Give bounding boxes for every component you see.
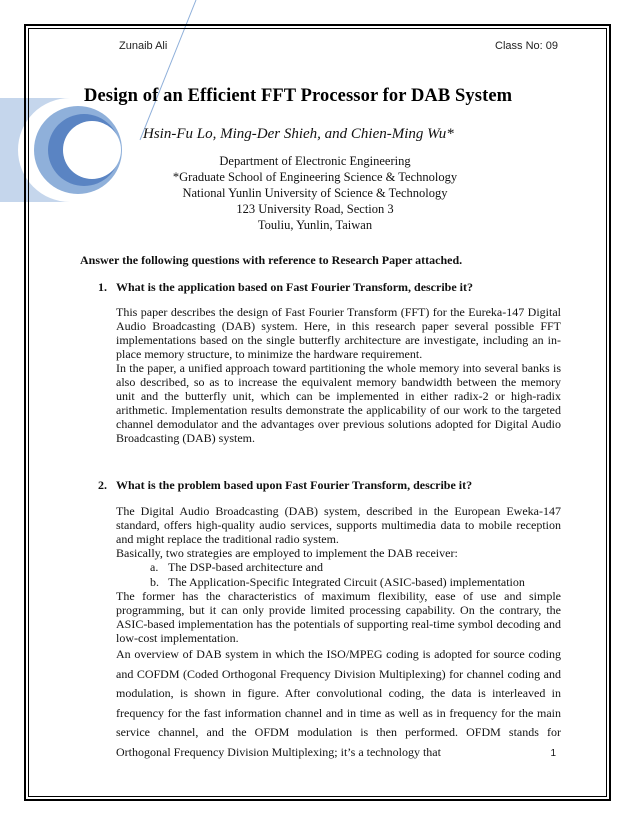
list-item: [116, 560, 561, 575]
header-class-number: Class No: 09: [495, 40, 558, 52]
page-number: 1: [550, 748, 556, 759]
list-marker: a.: [150, 560, 159, 574]
question-text: What is the problem based upon Fast Fourier Transform, describe it?: [116, 478, 473, 492]
question-number: 2.: [98, 478, 107, 492]
list-item-text: The DSP-based architecture and: [168, 560, 323, 574]
list-marker: b.: [150, 574, 159, 589]
paper-title: Design of an Efficient FFT Processor for DAB System: [84, 86, 513, 106]
question-1: [98, 280, 473, 295]
affiliation-line: 123 University Road, Section 3: [236, 202, 394, 216]
instructions: Answer the following questions with reference to Research Paper attached.: [80, 253, 463, 267]
answer-1: [116, 305, 561, 445]
question-number: 1.: [98, 280, 107, 294]
paper-authors: Hsin-Fu Lo, Ming-Der Shieh, and Chien-Ming Wu*: [143, 126, 454, 142]
answer-paragraph: An overview of DAB system in which the ISO/MPEG coding is adopted for source coding and COFDM (Coded Orthogonal Frequency Division Multiplexing) for channel coding and modulation, is shown in figure. After convolutional coding, the data is interleaved in frequency for the fast information channel and in time as well as in frequency for the main service channel, and the OFDM modulation is then performed. OFDM stands for Orthogonal Frequency Division Multiplexing; it’s a technology that: [116, 647, 561, 759]
list-item-text: The Application-Specific Integrated Circuit (ASIC-based) implementation: [168, 574, 525, 589]
list-item: [116, 575, 561, 590]
affiliation-line: *Graduate School of Engineering Science & Technology: [172, 170, 458, 184]
affiliation-line: National Yunlin University of Science & Technology: [182, 186, 448, 200]
answer-paragraph: Basically, two strategies are employed to implement the DAB receiver:: [116, 546, 458, 560]
answer-2: [116, 504, 561, 762]
question-2: [98, 478, 472, 493]
answer-paragraph: The Digital Audio Broadcasting (DAB) system, described in the European Eweka-147 standard, offers high-quality audio services, supports multimedia data to mobile reception and might replace the traditional radio system.: [116, 504, 561, 546]
header-student-name: Zunaib Ali: [119, 40, 168, 52]
answer-paragraph: The former has the characteristics of maximum flexibility, ease of use and simple programming, but it can only provide limited processing capability. On the contrary, the ASIC-based implementation has the potentials of supporting real-time symbol decoding and low-cost implementation.: [116, 589, 561, 645]
answer-paragraph: This paper describes the design of Fast Fourier Transform (FFT) for the Eureka-147 Digital Audio Broadcasting (DAB) system. Here, in this research paper several possible FFT implementations based on the single butterfly architecture are investigate, including an in-place memory structure, to minimize the hardware requirement.: [116, 305, 561, 361]
question-text: What is the application based on Fast Fourier Transform, describe it?: [116, 280, 473, 294]
answer-paragraph: In the paper, a unified approach toward partitioning the whole memory into several banks is also described, so as to increase the equivalent memory bandwidth between the memory unit and the butterfly unit, which can be implemented in either radix-2 or high-radix arithmetic. Implementation results demonstrate the applicability of our work to the targeted channel demodulator and the advantages over previous solutions adopted for Digital Audio Broadcasting (DAB) system.: [116, 361, 561, 445]
affiliation-line: Touliu, Yunlin, Taiwan: [257, 218, 373, 232]
affiliation-line: Department of Electronic Engineering: [219, 154, 411, 168]
